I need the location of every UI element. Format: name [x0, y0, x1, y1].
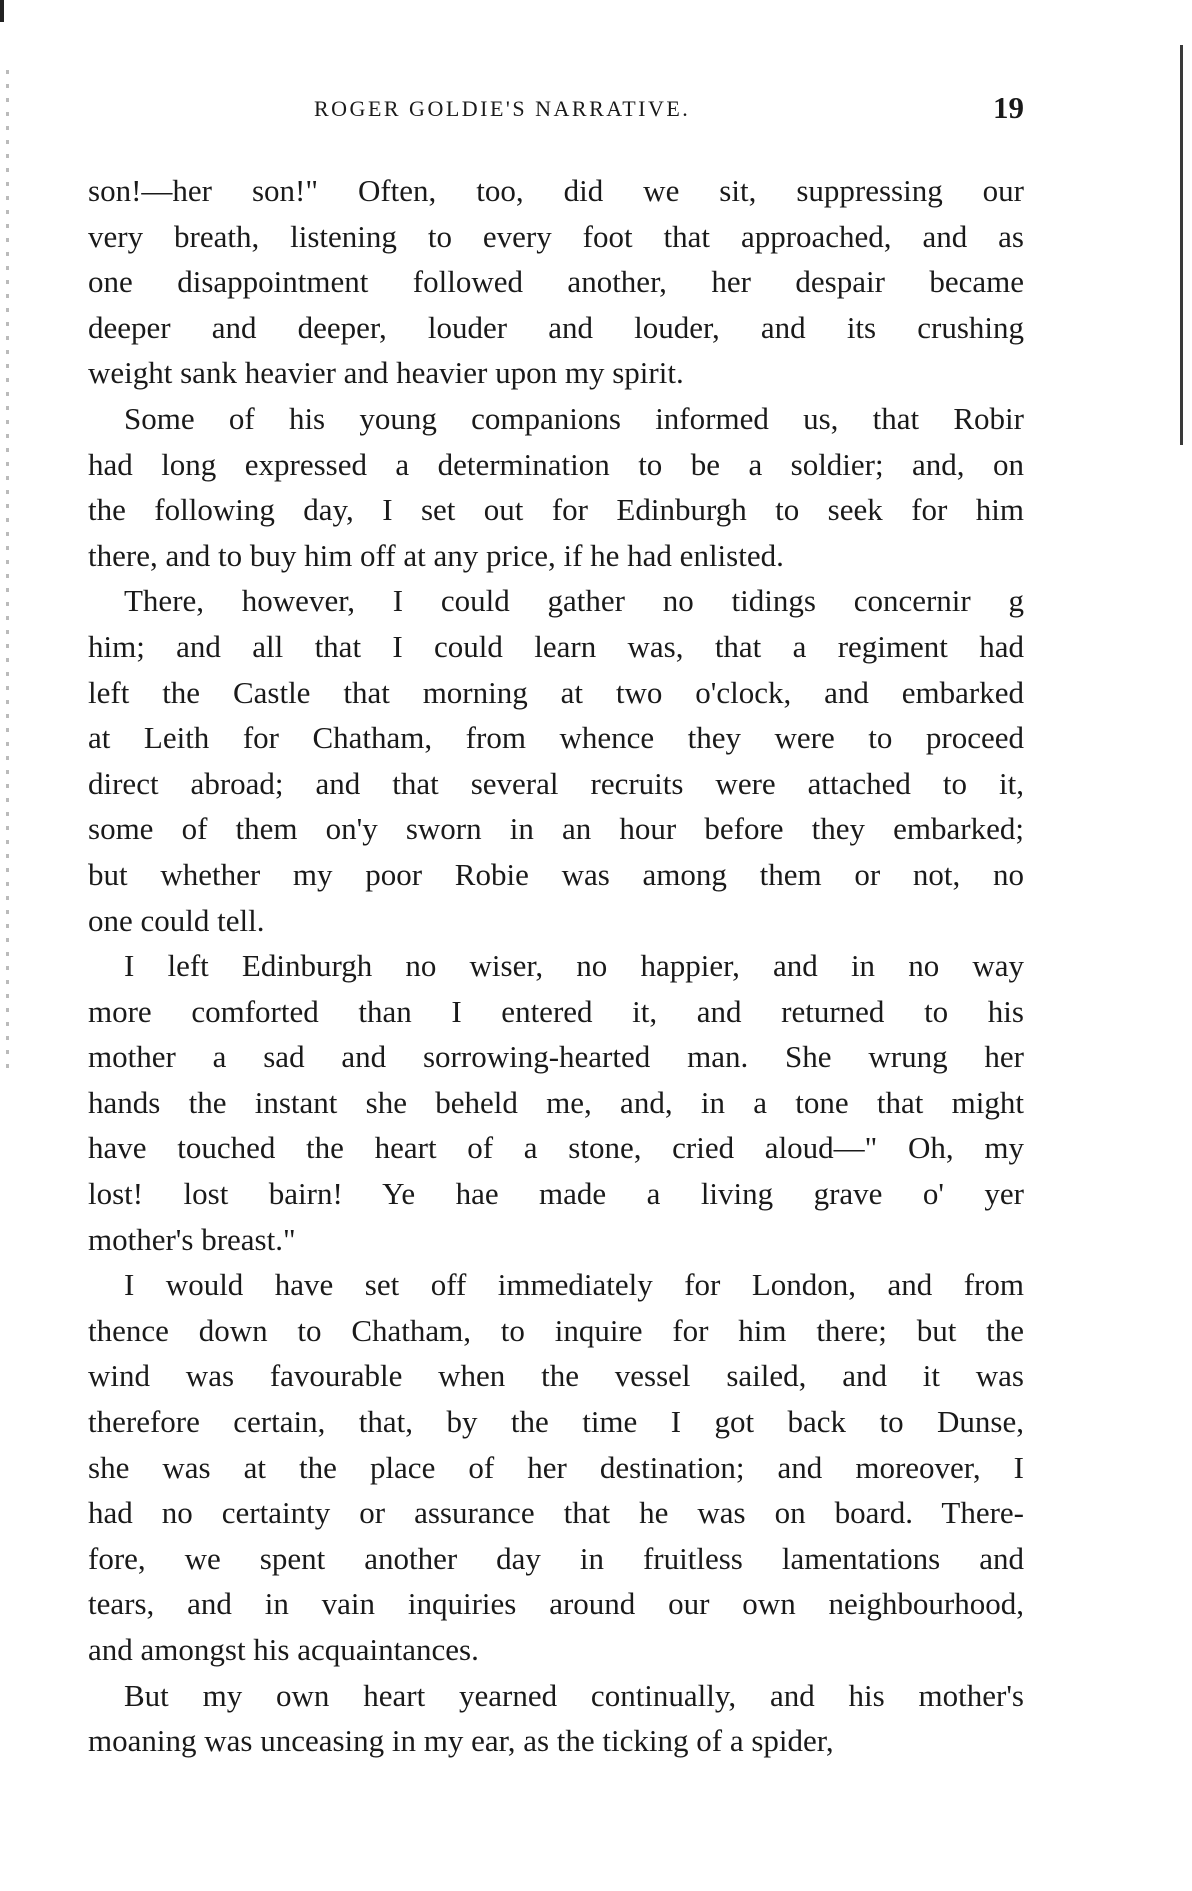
text-line: But my own heart yearned continually, and his mother's: [124, 1677, 1024, 1713]
text-line: have touched the heart of a stone, cried aloud—" Oh, my: [88, 1130, 1024, 1166]
text-line: but whether my poor Robie was among them or not, no: [88, 856, 1024, 892]
page-header: [88, 90, 1024, 130]
text-line: him; and all that I could learn was, that a regiment had: [88, 628, 1024, 664]
text-line: had no certainty or assurance that he was on board. There-: [88, 1495, 1024, 1531]
text-line: at Leith for Chatham, from whence they were to proceed: [88, 720, 1024, 756]
text-line: one could tell.: [88, 902, 265, 938]
text-line: very breath, listening to every foot that approached, and as: [88, 218, 1024, 254]
text-body: [88, 168, 1024, 1764]
text-line: lost! lost bairn! Ye hae made a living grave o' yer: [88, 1176, 1024, 1212]
text-line: deeper and deeper, louder and louder, and its crushing: [88, 309, 1024, 345]
paragraph: [88, 943, 1024, 1262]
text-line: weight sank heavier and heavier upon my spirit.: [88, 355, 684, 391]
text-line: Some of his young companions informed us, that Robir: [124, 400, 1024, 436]
text-line: there, and to buy him off at any price, if he had enlisted.: [88, 537, 784, 573]
text-line: left the Castle that morning at two o'clock, and embarked: [88, 674, 1024, 710]
paragraph: [88, 1262, 1024, 1672]
text-line: thence down to Chatham, to inquire for him there; but the: [88, 1312, 1024, 1348]
text-line: moaning was unceasing in my ear, as the ticking of a spider,: [88, 1723, 834, 1759]
text-line: one disappointment followed another, her despair became: [88, 264, 1024, 300]
paragraph: [88, 578, 1024, 943]
scan-edge-left: [6, 70, 9, 1070]
text-line: some of them on'y sworn in an hour before they embarked;: [88, 811, 1024, 847]
text-line: fore, we spent another day in fruitless lamentations and: [88, 1540, 1024, 1576]
text-line: she was at the place of her destination; and moreover, I: [88, 1449, 1024, 1485]
text-line: hands the instant she beheld me, and, in a tone that might: [88, 1084, 1024, 1120]
paragraph: [88, 1673, 1024, 1764]
text-line: more comforted than I entered it, and returned to his: [88, 993, 1024, 1029]
text-line: had long expressed a determination to be a soldier; and, on: [88, 446, 1024, 482]
scan-edge-mark: [0, 0, 4, 22]
text-line: There, however, I could gather no tidings concernir g: [124, 583, 1024, 619]
text-line: tears, and in vain inquiries around our own neighbourhood,: [88, 1586, 1024, 1622]
text-line: and amongst his acquaintances.: [88, 1632, 479, 1667]
text-line: wind was favourable when the vessel sailed, and it was: [88, 1358, 1024, 1394]
running-title: ROGER GOLDIE'S NARRATIVE.: [314, 96, 691, 121]
scan-edge-right: [1180, 45, 1183, 445]
paragraph: [88, 396, 1024, 578]
text-line: son!—her son!" Often, too, did we sit, suppressing our: [88, 173, 1024, 208]
text-line: mother's breast.": [88, 1221, 296, 1257]
text-line: direct abroad; and that several recruits were attached to it,: [88, 765, 1024, 801]
text-line: the following day, I set out for Edinburgh to seek for him: [88, 492, 1024, 528]
text-line: I would have set off immediately for London, and from: [124, 1267, 1024, 1303]
paragraph: [88, 168, 1024, 396]
text-line: mother a sad and sorrowing-hearted man. She wrung her: [88, 1039, 1024, 1075]
page-number: 19: [993, 90, 1024, 125]
text-line: I left Edinburgh no wiser, no happier, and in no way: [124, 948, 1024, 984]
text-line: therefore certain, that, by the time I got back to Dunse,: [88, 1404, 1024, 1440]
